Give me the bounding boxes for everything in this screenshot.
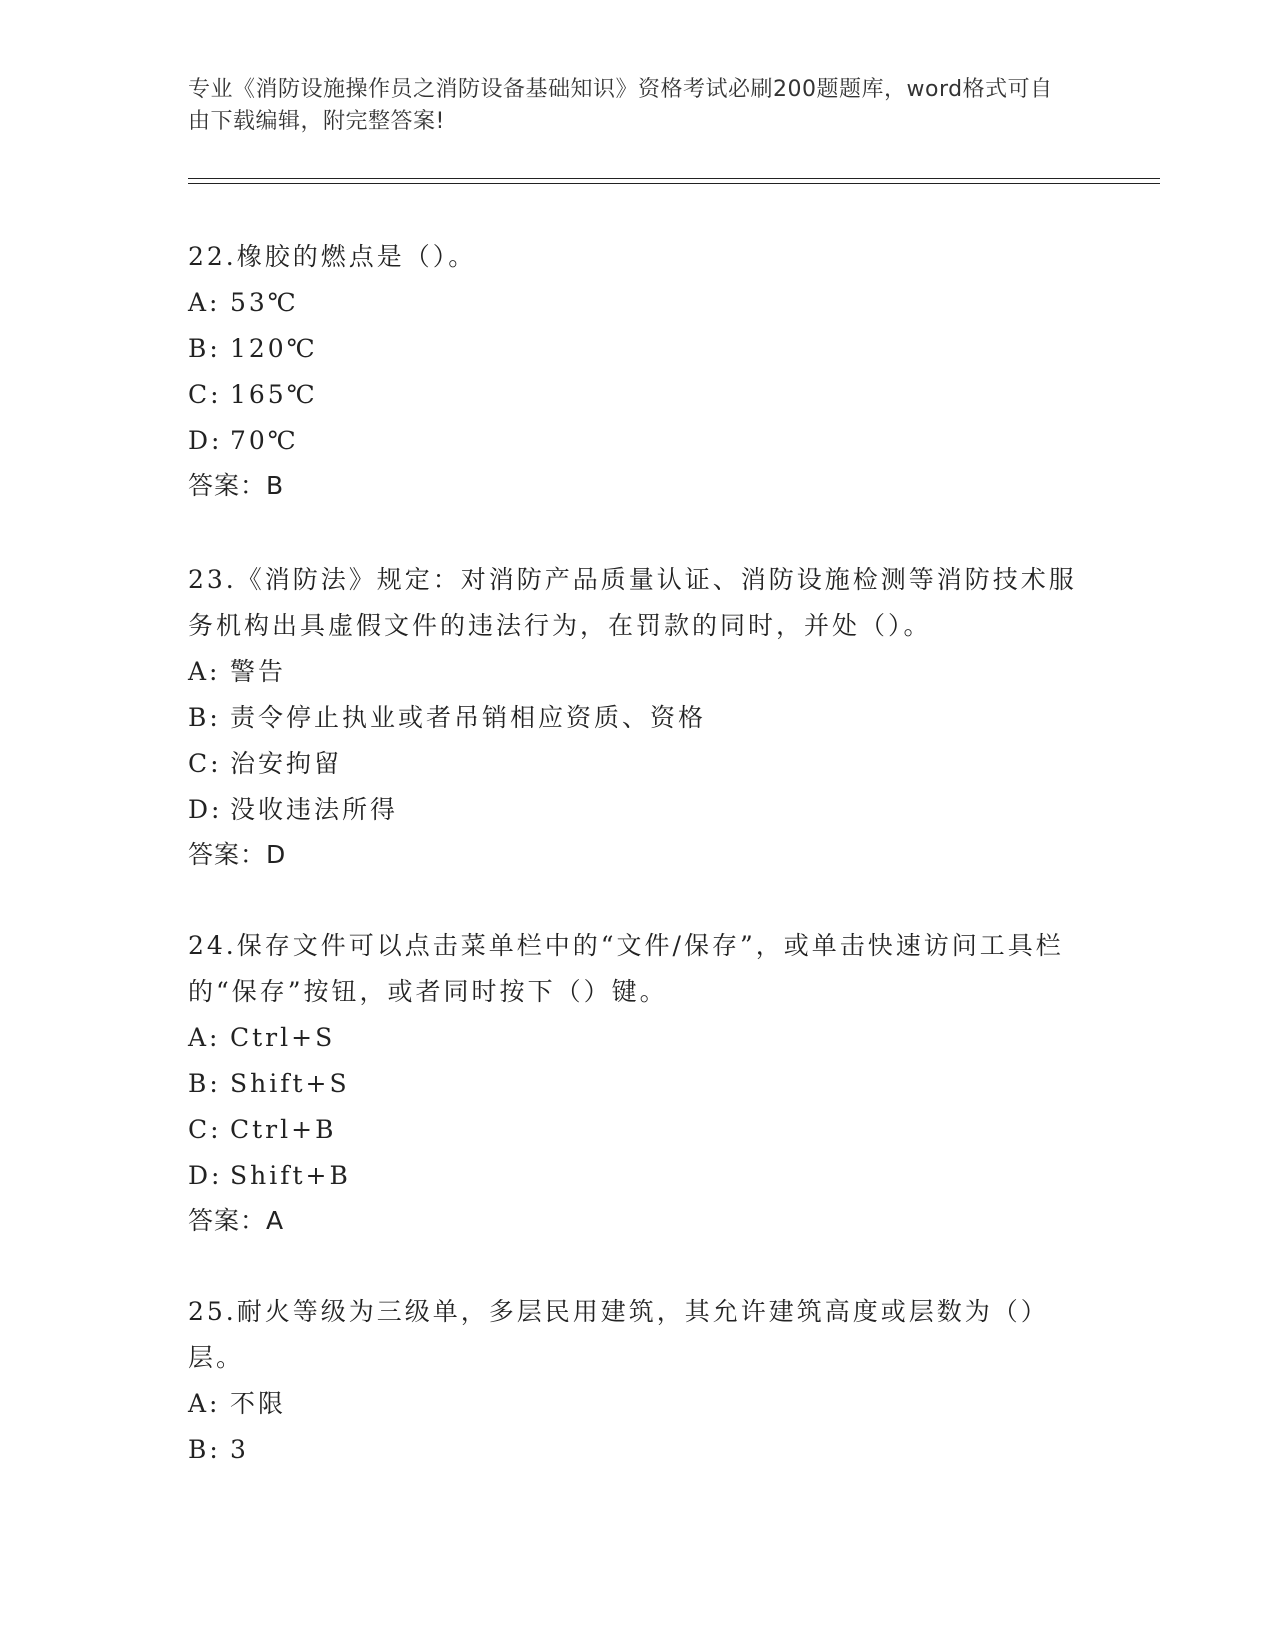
option-a: [188, 1015, 1088, 1061]
question-25: [188, 1289, 1088, 1473]
answer-line: 答案：A: [188, 1206, 285, 1235]
option-key: A:: [188, 288, 221, 317]
option-a: [188, 649, 1088, 695]
option-key: C:: [188, 380, 222, 409]
option-text: 53℃: [230, 288, 299, 317]
question-stem: 25.耐火等级为三级单，多层民用建筑，其允许建筑高度或层数为（）层。: [188, 1297, 1049, 1372]
question-23: [188, 557, 1088, 877]
option-text: 警告: [230, 657, 287, 686]
option-text: 不限: [230, 1389, 287, 1418]
option-text: Shift+S: [230, 1069, 350, 1098]
option-text: 120℃: [230, 334, 318, 363]
option-key: D:: [188, 1161, 223, 1190]
option-key: D:: [188, 426, 223, 455]
option-c: [188, 741, 1088, 787]
option-text: 165℃: [230, 380, 318, 409]
document-header: 专业《消防设施操作员之消防设备基础知识》资格考试必刷200题题库，word格式可自由下载编辑，附完整答案!: [188, 77, 1053, 134]
question-stem: 24.保存文件可以点击菜单栏中的“文件/保存”，或单击快速访问工具栏的“保存”按钮，或者同时按下（）键。: [188, 931, 1064, 1006]
option-text: Ctrl+S: [230, 1023, 336, 1052]
option-b: [188, 326, 1088, 372]
option-key: C:: [188, 1115, 222, 1144]
option-a: [188, 1381, 1088, 1427]
option-key: A:: [188, 1389, 221, 1418]
option-key: B:: [188, 1435, 221, 1464]
question-24: [188, 923, 1088, 1243]
option-text: Shift+B: [230, 1161, 351, 1190]
option-key: B:: [188, 334, 221, 363]
option-text: 没收违法所得: [230, 795, 399, 824]
option-key: B:: [188, 1069, 221, 1098]
option-key: A:: [188, 657, 221, 686]
option-c: [188, 372, 1088, 418]
option-key: B:: [188, 703, 221, 732]
question-stem: 22.橡胶的燃点是（）。: [188, 242, 477, 271]
option-b: [188, 1427, 1088, 1473]
option-text: 责令停止执业或者吊销相应资质、资格: [230, 703, 707, 732]
question-stem: 23.《消防法》规定：对消防产品质量认证、消防设施检测等消防技术服务机构出具虚假文件的违法行为，在罚款的同时，并处（）。: [188, 565, 1077, 640]
header-divider-bottom: [188, 183, 1160, 184]
option-text: 3: [230, 1435, 249, 1464]
option-a: [188, 280, 1088, 326]
option-b: [188, 695, 1088, 741]
option-key: A:: [188, 1023, 221, 1052]
answer-line: 答案：D: [188, 840, 287, 869]
answer-line: 答案：B: [188, 471, 285, 500]
option-c: [188, 1107, 1088, 1153]
option-d: [188, 787, 1088, 833]
option-text: 治安拘留: [230, 749, 343, 778]
option-b: [188, 1061, 1088, 1107]
option-d: [188, 1153, 1088, 1199]
option-text: Ctrl+B: [230, 1115, 337, 1144]
option-d: [188, 418, 1088, 464]
question-22: [188, 234, 1088, 508]
option-text: 70℃: [230, 426, 299, 455]
header-divider-top: [188, 178, 1160, 179]
option-key: D:: [188, 795, 223, 824]
option-key: C:: [188, 749, 222, 778]
